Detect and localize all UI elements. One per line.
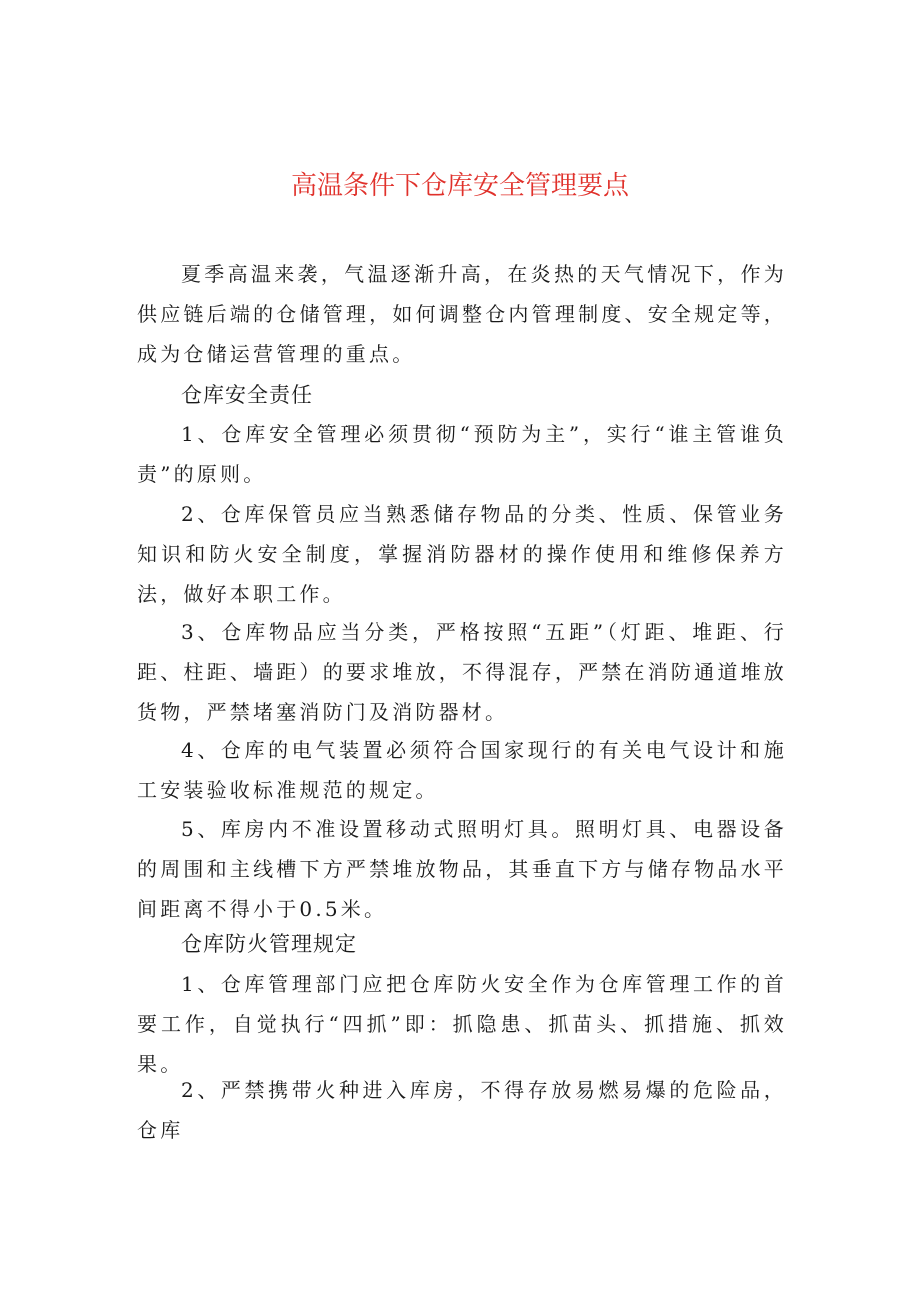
section-heading-fire-prevention: 仓库防火管理规定 [181, 932, 357, 956]
section2-item-1: 1、仓库管理部门应把仓库防火安全作为仓库管理工作的首要工作，自觉执行“四抓”即：抓隐患、抓苗头、抓措施、抓效果。 [137, 972, 787, 1076]
section1-item-2: 2、仓库保管员应当熟悉储存物品的分类、性质、保管业务知识和防火安全制度，掌握消防器材的操作使用和维修保养方法，做好本职工作。 [137, 502, 787, 606]
section2-item-2: 2、严禁携带火种进入库房，不得存放易燃易爆的危险品，仓库 [137, 1078, 787, 1142]
section-heading-safety-responsibility: 仓库安全责任 [181, 383, 313, 407]
section1-item-3: 3、仓库物品应当分类，严格按照“五距”（灯距、堆距、行距、柱距、墙距）的要求堆放，不得混存，严禁在消防通道堆放货物，严禁堵塞消防门及消防器材。 [137, 620, 787, 724]
document-title: 高温条件下仓库安全管理要点 [290, 171, 629, 201]
section1-item-5: 5、库房内不准设置移动式照明灯具。照明灯具、电器设备的周围和主线槽下方严禁堆放物品，其垂直下方与储存物品水平间距离不得小于0.5米。 [137, 817, 787, 921]
section1-item-4: 4、仓库的电气装置必须符合国家现行的有关电气设计和施工安装验收标准规范的规定。 [137, 738, 787, 802]
section1-item-1: 1、仓库安全管理必须贯彻“预防为主”，实行“谁主管谁负责”的原则。 [137, 422, 787, 486]
intro-paragraph: 夏季高温来袭，气温逐渐升高，在炎热的天气情况下，作为供应链后端的仓储管理，如何调整仓内管理制度、安全规定等，成为仓储运营管理的重点。 [137, 262, 787, 366]
